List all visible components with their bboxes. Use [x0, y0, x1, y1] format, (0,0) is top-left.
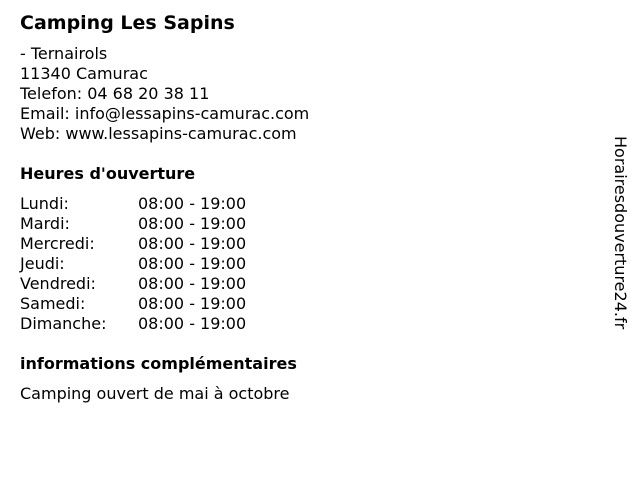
hours-row-tuesday [20, 214, 280, 234]
additional-info-text: Camping ouvert de mai à octobre [20, 384, 290, 403]
website-link[interactable]: Web: www.lessapins-camurac.com [20, 124, 297, 143]
day-label: Jeudi: [20, 254, 65, 273]
phone-number[interactable]: Telefon: 04 68 20 38 11 [20, 84, 210, 103]
watermark [610, 136, 634, 376]
address-block [20, 44, 309, 144]
time-range: 08:00 - 19:00 [138, 234, 247, 253]
time-range: 08:00 - 19:00 [138, 274, 247, 293]
watermark-text: Horairesdouverture24.fr [611, 136, 630, 330]
time-range: 08:00 - 19:00 [138, 194, 247, 213]
address-street: - Ternairols [20, 44, 108, 63]
day-label: Dimanche: [20, 314, 107, 333]
opening-hours-heading: Heures d'ouverture [20, 164, 196, 183]
time-range: 08:00 - 19:00 [138, 254, 247, 273]
day-label: Mercredi: [20, 234, 95, 253]
hours-row-monday [20, 194, 280, 214]
time-range: 08:00 - 19:00 [138, 314, 247, 333]
page-title: Camping Les Sapins [20, 12, 235, 34]
hours-row-friday [20, 274, 280, 294]
hours-row-sunday [20, 314, 280, 334]
time-range: 08:00 - 19:00 [138, 214, 247, 233]
hours-row-saturday [20, 294, 280, 314]
day-label: Lundi: [20, 194, 69, 213]
time-range: 08:00 - 19:00 [138, 294, 247, 313]
day-label: Vendredi: [20, 274, 96, 293]
day-label: Samedi: [20, 294, 86, 313]
day-label: Mardi: [20, 214, 70, 233]
opening-hours-table [20, 194, 280, 334]
additional-info-heading: informations complémentaires [20, 354, 297, 373]
address-city: 11340 Camurac [20, 64, 148, 83]
email-address[interactable]: Email: info@lessapins-camurac.com [20, 104, 310, 123]
hours-row-thursday [20, 254, 280, 274]
hours-row-wednesday [20, 234, 280, 254]
